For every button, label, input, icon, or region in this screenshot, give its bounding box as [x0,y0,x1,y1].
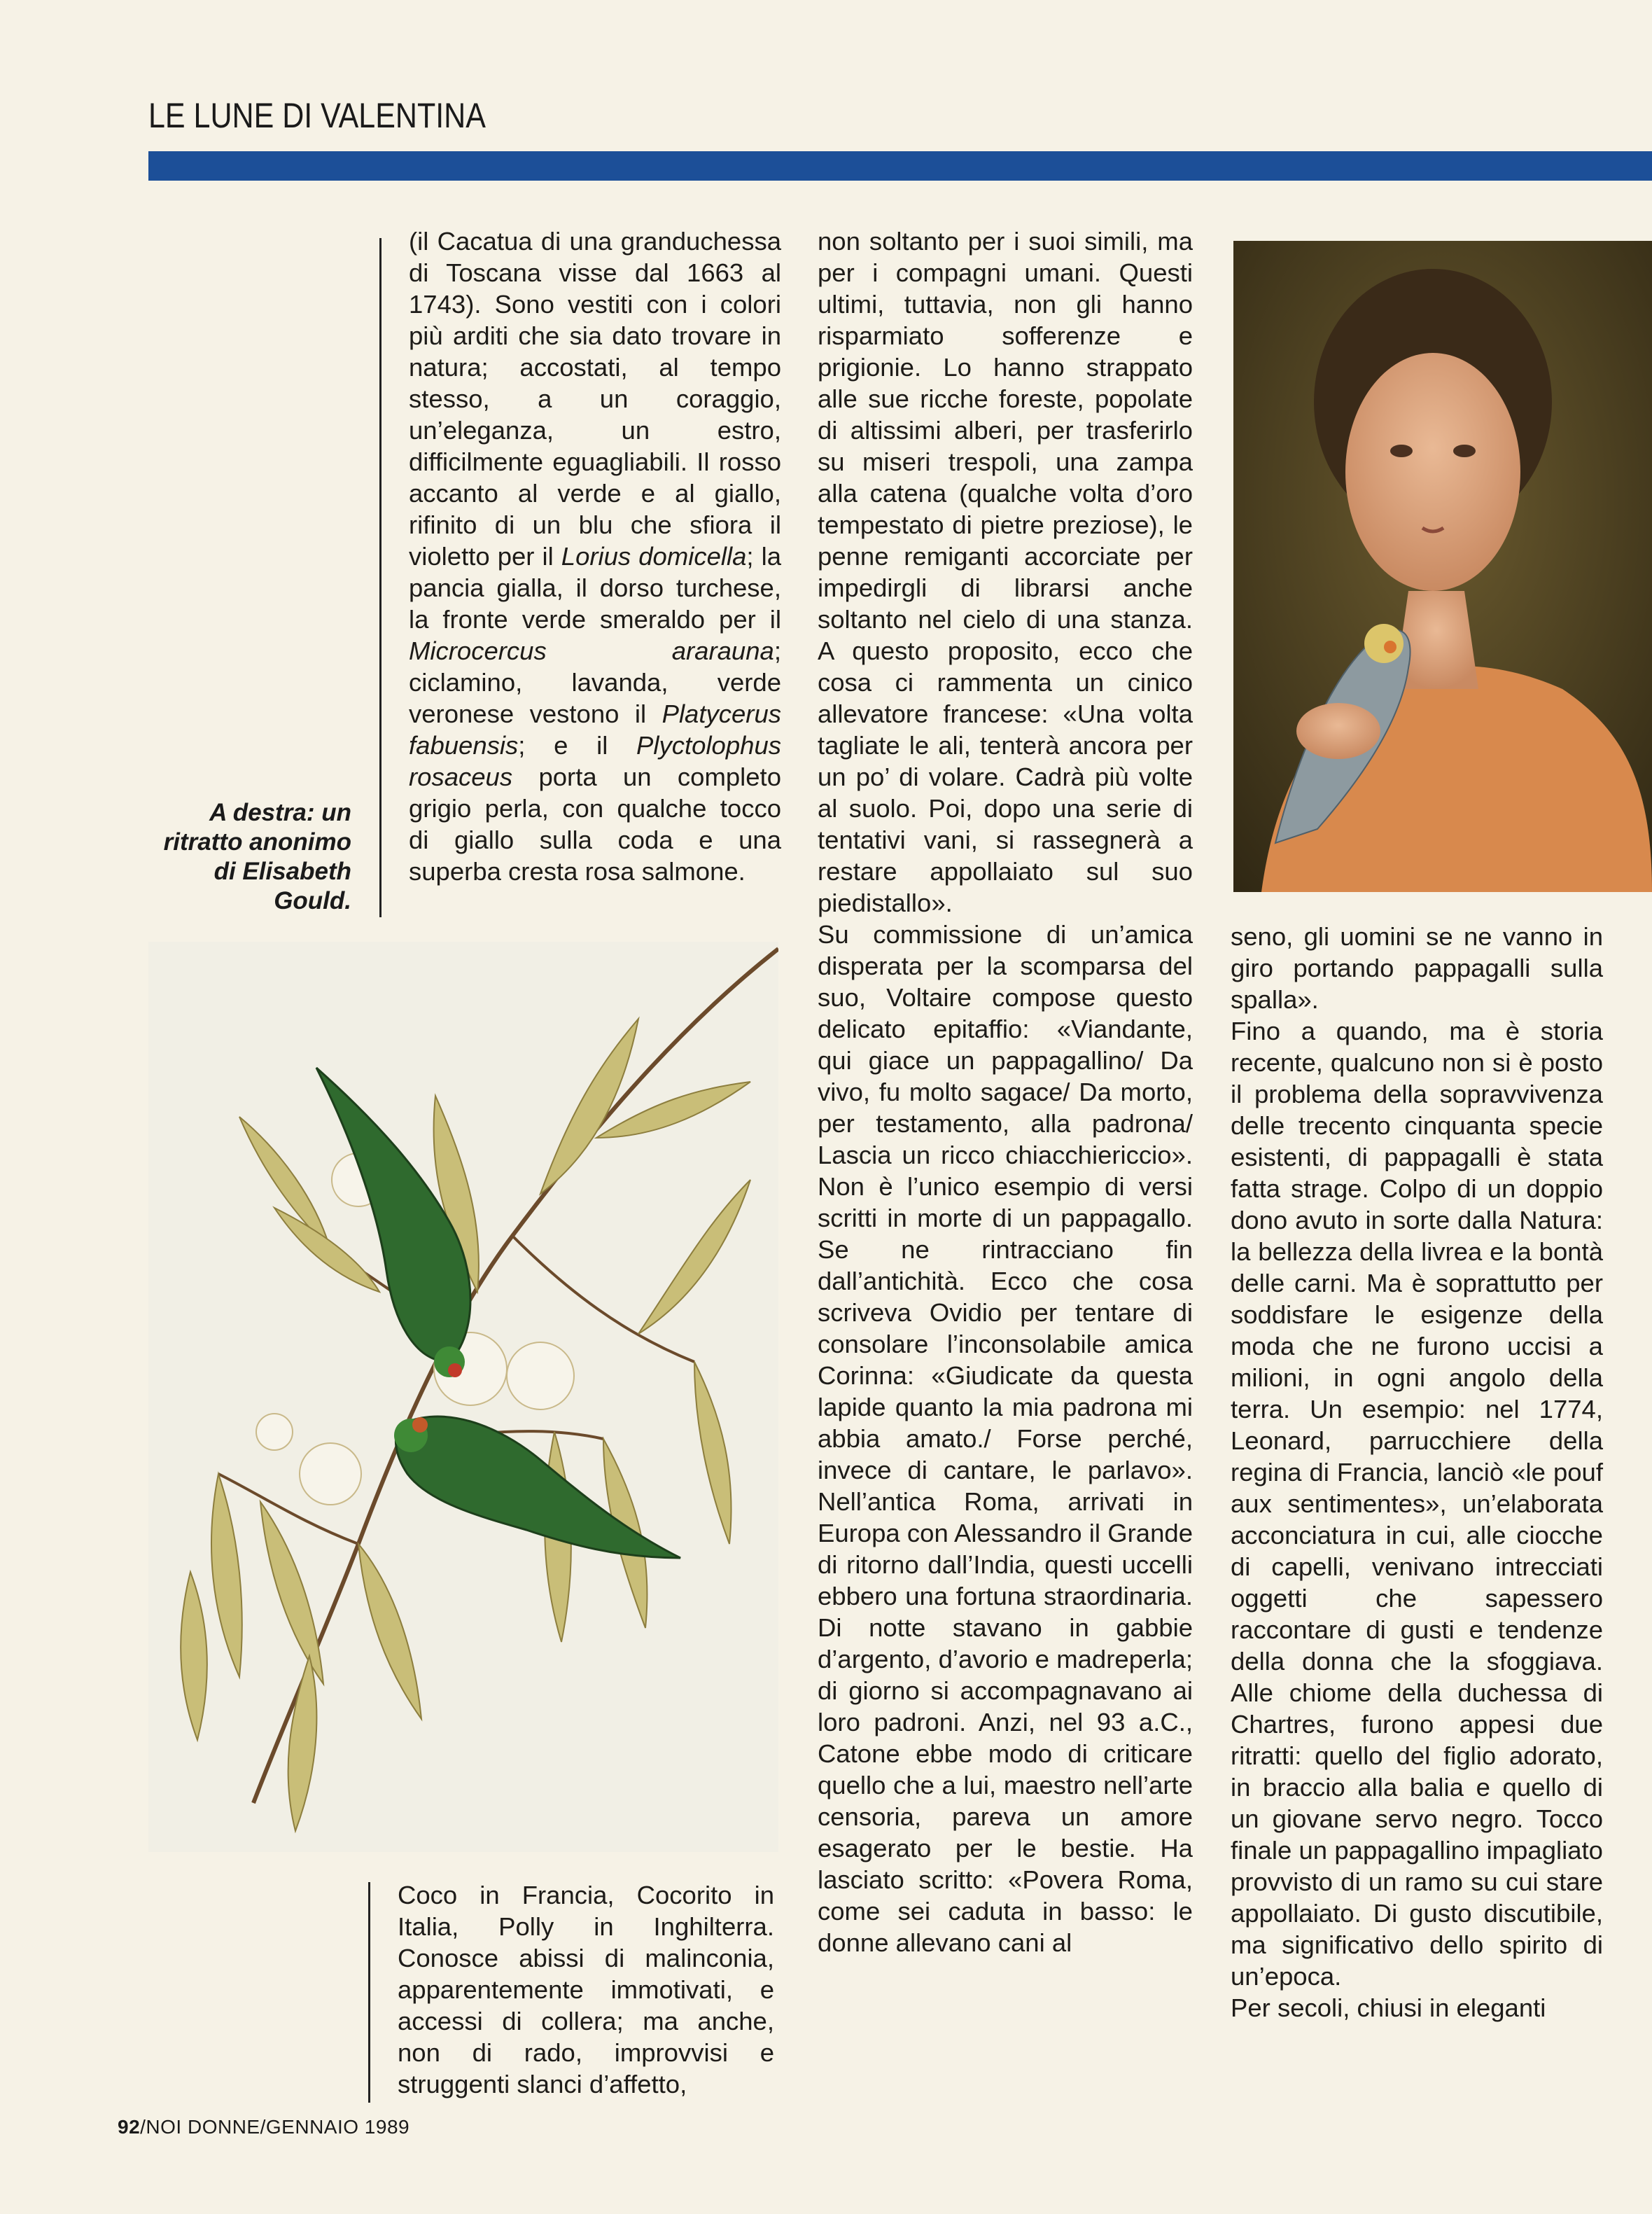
species-name: Lorius domicella [561,542,747,571]
header-bar [148,151,1652,181]
article-paragraph: Coco in Francia, Cocorito in Italia, Polly in Inghilterra. Conosce abissi di malinconia, apparentemente immotivati, e accessi di collera; ma anche, non di rado, improvvisi e struggenti slanci d’affetto, [398,1881,774,2098]
species-name: Microcercus ararauna [409,636,774,665]
image-caption [148,798,351,916]
caption-line: A destra: un [209,799,351,826]
article-column-3 [1231,921,1603,2024]
article-paragraph: non soltanto per i suoi simili, ma per i compagni umani. Questi ultimi, tuttavia, non gli hanno risparmiato sofferenze e prigionie. Lo hanno strappato alle sue ricche foreste, popolate di altissimi alberi, per trasferirlo su miseri trespoli, una zampa alla catena (qualche volta d’oro tempestato di pietre preziose), le penne remiganti accorciate per impedirgli di librarsi anche soltanto nel cielo di una stanza. A questo proposito, ecco che cosa ci rammenta un cinico allevatore francese: «Una volta tagliate le ali, tenterà ancora per un po’ di volare. Cadrà più volte al suolo. Poi, dopo una serie di tentativi vani, si rassegnerà a restare appollaiato sul suo piedistallo». [818,227,1193,917]
parakeet-illustration [148,942,778,1852]
eucalyptus-branch-icon [148,942,778,1852]
woman-portrait [1233,241,1652,892]
portrait-painting-icon [1233,241,1652,892]
article-paragraph: Fino a quando, ma è storia recente, qualcuno non si è posto il problema della sopravvivenza delle trecento cinquanta specie esistenti, di pappagalli è stata fatta strage. Colpo di un doppio dono avuto in sorte dalla Natura: la bellezza della livrea e la bontà delle carni. Ma è soprattutto per soddisfare le esigenze della moda che ne furono uccisi a milioni, in ogni angolo della terra. Un esempio: nel 1774, Leonard, parrucchiere della regina di Francia, lanciò «le pouf aux sentimentes», un’elaborata acconciatura in cui, alle ciocche di capelli, venivano intrecciati oggetti che sapessero raccontare di gusti e tendenze della donna che la sfoggiava. Alle chiome della duchessa di Chartres, furono appesi due ritratti: quello del figlio adorato, in braccio alla balia e quello di un giovane servo negro. Tocco finale un pappagallino impagliato provvisto di un ramo su cui stare appollaiato. Di gusto discutibile, ma significativo dello spirito di un’epoca. [1231,1017,1603,1991]
article-paragraph: Su commissione di un’amica disperata per la scomparsa del suo, Voltaire compose questo delicato epitaffio: «Viandante, qui giace un pappagallino/ Da vivo, fu molto sagace/ Da morto, per testamento, alla padrona/ Lascia un ricco chiacchiericcio». Non è l’unico esempio di versi scritti in morte di un pappagallo. Se ne rintracciano fin dall’antichità. Ecco che cosa scriveva Ovidio per tentare di consolare l’inconsolabile amica Corinna: «Giudicate da questa lapide quanto la mia padrona mi abbia amato./ Forse perché, invece di cantare, le parlavo». Nell’antica Roma, arrivati in Europa con Alessandro il Grande di ritorno dall’India, questi uccelli ebbero una fortuna straordinaria. Di notte stavano in gabbie d’argento, d’avorio e madreperla; di giorno si accompagnavano ai loro padroni. Anzi, nel 93 a.C., Catone ebbe modo di criticare quello che a lui, maestro nell’arte censoria, pareva un amore esagerato per le bestie. Ha lasciato scritto: «Povera Roma, come sei caduta in basso: le donne allevano cani al [818,920,1193,1957]
page-footer [118,2116,410,2138]
magazine-issue: /NOI DONNE/GENNAIO 1989 [140,2116,410,2138]
caption-line: di Elisabeth [214,858,351,885]
species-name: Platycerus fabuensis [409,699,781,760]
article-column-1 [409,225,781,887]
article-column-1-lower [398,1879,774,2100]
column-rule [379,238,382,917]
section-title: LE LUNE DI VALENTINA [148,96,486,135]
page-number: 92 [118,2116,141,2138]
caption-line: ritratto anonimo [163,828,351,856]
article-paragraph: (il Cacatua di una granduchessa di Toscana visse dal 1663 al 1743). Sono vestiti con i colori più arditi che sia dato trovare in natura; accostati, al tempo stesso, a un coraggio, un’eleganza, un estro, difficilmente eguagliabili. Il rosso accanto al verde e al giallo, rifinito di un blu che sfiora il violetto per il Lorius domicella; la pancia gialla, il dorso turchese, la fronte verde smeraldo per il Microcercus ararauna; ciclamino, lavanda, verde veronese vestono il Platycerus fabuensis; e il Plyctolophus rosaceus porta un completo grigio perla, con qualche tocco di giallo sulla coda e una superba cresta rosa salmone. [409,227,781,886]
caption-line: Gould. [274,887,351,914]
article-paragraph: Per secoli, chiusi in eleganti [1231,1993,1546,2022]
article-paragraph: seno, gli uomini se ne vanno in giro portando pappagalli sulla spalla». [1231,922,1603,1014]
column-rule [368,1882,370,2103]
species-name: Plyctolophus rosaceus [409,731,781,791]
article-column-2 [818,225,1193,1958]
